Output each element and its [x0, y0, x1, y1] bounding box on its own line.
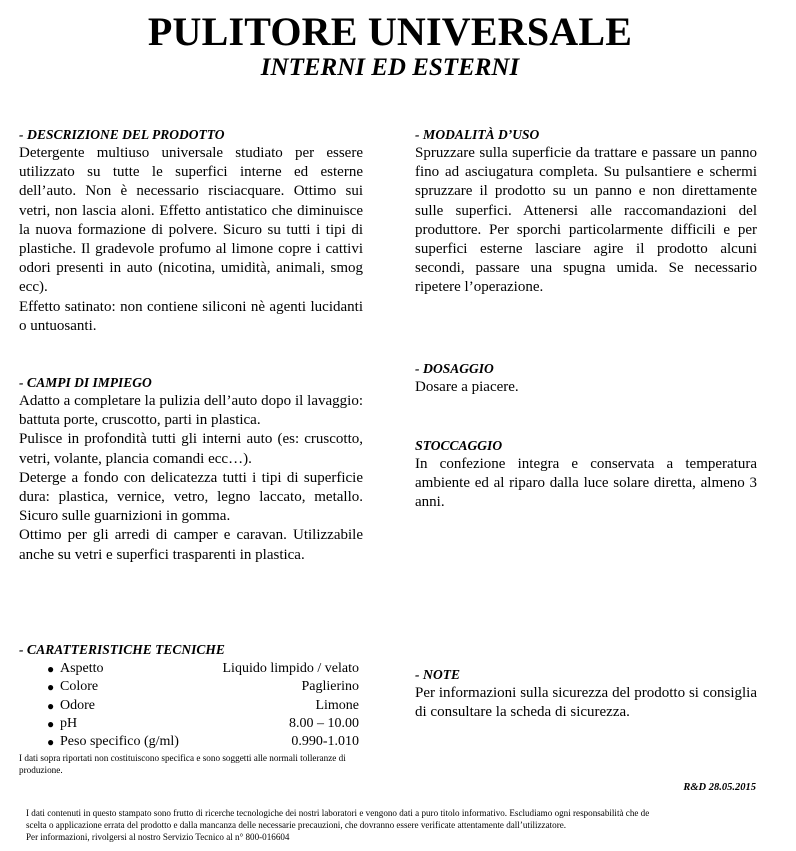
section-modalita-uso [415, 126, 757, 298]
section-stoccaggio [415, 437, 757, 513]
heading-initial: M [422, 128, 436, 143]
heading-initial: C [26, 643, 37, 658]
spec-label: Aspetto [60, 661, 104, 676]
document-title: PULITORE UNIVERSALE [147, 9, 633, 54]
footer-line: Per informazioni, rivolgersi al nostro Servizio Tecnico al n° 800-016604 [26, 831, 290, 842]
spec-row [19, 733, 363, 751]
section-body [415, 684, 757, 722]
section-caratteristiche [19, 641, 363, 776]
heading-initial: S [415, 439, 423, 454]
section-heading [19, 374, 363, 392]
specs-disclaimer: I dati sopra riportati non costituiscono specifica e sono soggetti alle normali tolleranze di produzione. [19, 753, 346, 775]
legal-footer [26, 808, 766, 843]
heading-prefix: - [19, 642, 27, 657]
section-body [19, 392, 363, 565]
paragraph: Adatto a completare la pulizia dell’auto dopo il lavaggio: battuta porte, cruscotto, parti in plastica. [19, 393, 363, 429]
spec-row [19, 697, 363, 715]
section-note [415, 666, 757, 722]
section-dosaggio [415, 360, 757, 397]
spec-value: Liquido limpido / velato [222, 661, 359, 676]
section-body [415, 144, 757, 298]
heading-initial: C [26, 376, 37, 391]
heading-text: ESCRIZIONE DEL PRODOTTO [37, 127, 225, 142]
heading-text: ODALITÀ D’USO [435, 127, 540, 142]
spec-value: 8.00 – 10.00 [289, 715, 359, 731]
section-heading [19, 641, 363, 659]
section-body [19, 144, 363, 336]
heading-text: TOCCAGGIO [422, 438, 503, 453]
bullet-icon: ● [47, 662, 55, 676]
heading-initial: N [422, 668, 433, 683]
heading-text: ARATTERISTICHE TECNICHE [36, 642, 225, 657]
spec-row [19, 678, 363, 696]
spec-list [19, 660, 363, 751]
footer-line: scelta o applicazione errata del prodotto e dalla mancanza delle necessarie precauzioni, che dovranno essere verificate attentamente dall’utilizzatore. [26, 819, 567, 830]
spec-label: Colore [60, 679, 99, 695]
footer-line: I dati contenuti in questo stampato sono frutto di ricerche tecnologiche dei nostri laboratori e vengono dati a puro titolo informativo. Escludiamo ogni responsabilità che de [26, 808, 650, 818]
section-body [415, 455, 757, 513]
spec-value: Paglierino [301, 679, 359, 695]
heading-prefix: - [415, 667, 423, 682]
section-heading [415, 437, 757, 455]
spec-label: pH [60, 715, 78, 731]
heading-text: OSAGGIO [433, 361, 494, 376]
section-heading [19, 126, 363, 144]
paragraph: Deterge a fondo con delicatezza tutti i tipi di superficie dura: plastica, vernice, vetro, legno laccato, metallo. Sicuro sulle guarnizioni in gomma. [19, 469, 363, 525]
bullet-icon: ● [47, 698, 55, 713]
section-heading [415, 666, 757, 684]
section-heading [415, 360, 757, 378]
paragraph: In confezione integra e conservata a temperatura ambiente ed al riparo dalla luce solare diretta, almeno 3 anni. [415, 456, 757, 511]
document-subtitle: INTERNI ED ESTERNI [260, 54, 520, 81]
section-campi-impiego [19, 374, 363, 565]
section-heading [415, 126, 757, 144]
spec-label: Peso specifico (g/ml) [60, 734, 179, 750]
spec-label: Odore [60, 697, 95, 713]
spec-value: Limone [315, 697, 359, 713]
paragraph: Effetto satinato: non contiene siliconi nè agenti lucidanti o untuosanti. [19, 298, 363, 334]
spec-row [19, 660, 363, 678]
bullet-icon: ● [47, 680, 55, 695]
paragraph: Pulisce in profondità tutti gli interni auto (es: cruscotto, vetri, volante, plancia comandi ecc…). [19, 431, 363, 467]
heading-initial: D [422, 362, 433, 377]
spec-value: 0.990-1.010 [291, 734, 359, 750]
heading-prefix: - [415, 127, 423, 142]
bullet-icon: ● [47, 716, 55, 731]
paragraph: Spruzzare sulla superficie da trattare e passare un panno fino ad asciugatura completa. Su pulsantiere e schermi spruzzare il prodotto su un panno e non direttamente sulle superfici. Attenersi alle raccomandazioni del produttore. Per sporchi particolarmente difficili e per superfici esterne lasciare agire il prodotto alcuni secondi, passare una spugna umida. Se necessario ripetere l’operazione. [415, 145, 757, 296]
paragraph: Ottimo per gli arredi di camper e caravan. Utilizzabile anche su vetri e superfici trasparenti in plastica. [19, 527, 363, 563]
section-body [415, 378, 757, 397]
paragraph: Per informazioni sulla sicurezza del prodotto si consiglia di consultare la scheda di sicurezza. [415, 685, 757, 721]
heading-initial: D [26, 128, 37, 143]
heading-prefix: - [415, 361, 423, 376]
heading-prefix: - [19, 375, 27, 390]
bullet-icon: ● [47, 735, 55, 750]
heading-prefix: - [19, 127, 27, 142]
section-descrizione [19, 126, 363, 336]
spec-row [19, 715, 363, 733]
heading-text: OTE [433, 667, 460, 682]
paragraph: Detergente multiuso universale studiato per essere utilizzato su tutte le superfici interne ed esterne dell’auto. Non è necessario risciacquare. Ottimo sui vetri, non lascia aloni. Effetto antistatico che diminuisce la nuova formazione di polvere. Sicuro su tutti i tipi di plastiche. Il gradevole profumo al limone copre i cattivi odori presenti in auto (nicotina, umidità, animali, smog ecc). [19, 145, 363, 296]
paragraph: Dosare a piacere. [415, 379, 519, 395]
heading-text: AMPI DI IMPIEGO [36, 375, 152, 390]
revision-signature: R&D 28.05.2015 [683, 782, 756, 793]
